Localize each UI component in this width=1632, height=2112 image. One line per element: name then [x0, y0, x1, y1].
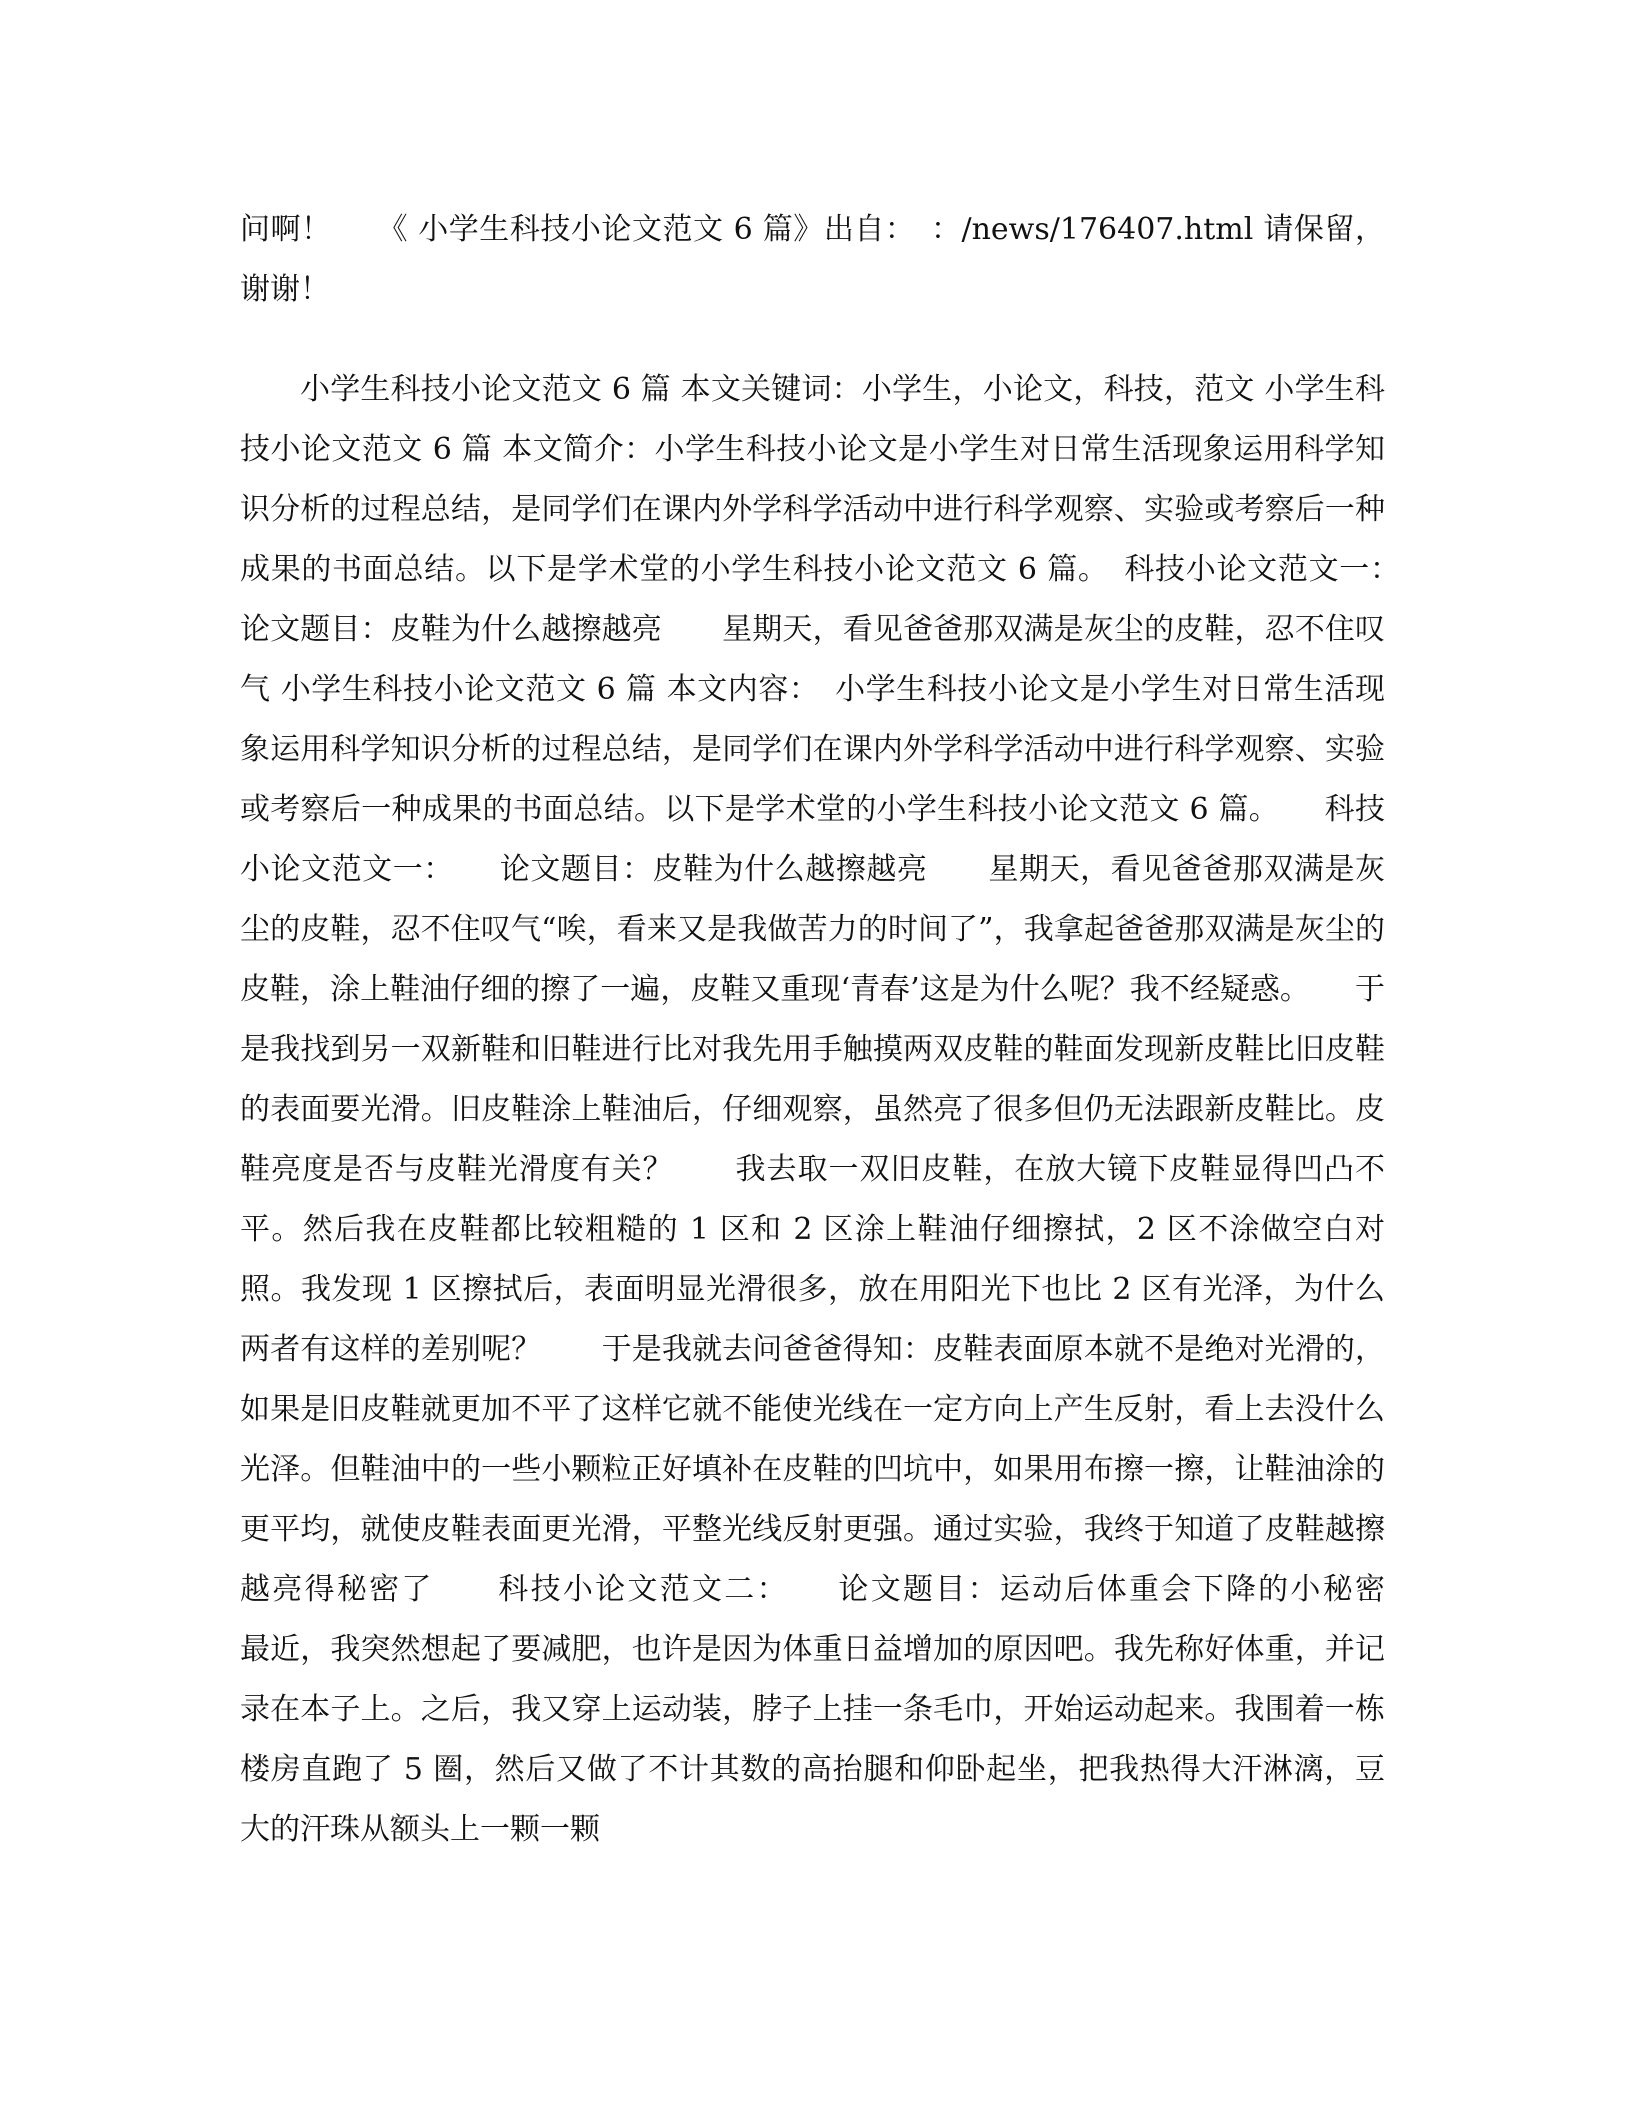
article-body-paragraph: 小学生科技小论文范文 6 篇 本文关键词：小学生，小论文，科技，范文 小学生科技小论文范文 6 篇 本文简介：小学生科技小论文是小学生对日常生活现象运用科学知识分析的过程总结，是同学们在课内外学科学活动中进行科学观察、实验或考察后一种成果的书面总结。以下是学术堂的小学生科技小论文范文 6 篇。 科技小论文范文一： 论文题目：皮鞋为什么越擦越亮 星期天，看见爸爸那双满是灰尘的皮鞋，忍不住叹气 小学生科技小论文范文 6 篇 本文内容： 小学生科技小论文是小学生对日常生活现象运用科学知识分析的过程总结，是同学们在课内外学科学活动中进行科学观察、实验或考察后一种成果的书面总结。以下是学术堂的小学生科技小论文范文 6 篇。 科技小论文范文一： 论文题目：皮鞋为什么越擦越亮 星期天，看见爸爸那双满是灰尘的皮鞋，忍不住叹气“唉，看来又是我做苦力的时间了”，我拿起爸爸那双满是灰尘的皮鞋，涂上鞋油仔细的擦了一遍，皮鞋又重现‘青春’这是为什么呢？我不经疑惑。 于是我找到另一双新鞋和旧鞋进行比对我先用手触摸两双皮鞋的鞋面发现新皮鞋比旧皮鞋的表面要光滑。旧皮鞋涂上鞋油后，仔细观察，虽然亮了很多但仍无法跟新皮鞋比。皮鞋亮度是否与皮鞋光滑度有关？ 我去取一双旧皮鞋，在放大镜下皮鞋显得凹凸不平。然后我在皮鞋都比较粗糙的 1 区和 2 区涂上鞋油仔细擦拭，2 区不涂做空白对照。我发现 1 区擦拭后，表面明显光滑很多，放在用阳光下也比 2 区有光泽，为什么两者有这样的差别呢？ 于是我就去问爸爸得知：皮鞋表面原本就不是绝对光滑的，如果是旧皮鞋就更加不平了这样它就不能使光线在一定方向上产生反射，看上去没什么光泽。但鞋油中的一些小颗粒正好填补在皮鞋的凹坑中，如果用布擦一擦，让鞋油涂的更平均，就使皮鞋表面更光滑，平整光线反射更强。通过实验，我终于知道了皮鞋越擦越亮得秘密了 科技小论文范文二： 论文题目：运动后体重会下降的小秘密 最近，我突然想起了要减肥，也许是因为体重日益增加的原因吧。我先称好体重，并记录在本子上。之后，我又穿上运动装，脖子上挂一条毛巾，开始运动起来。我围着一栋楼房直跑了 5 圈，然后又做了不计其数的高抬腿和仰卧起坐，把我热得大汗淋漓，豆大的汗珠从额头上一颗一颗	[240, 372, 1445, 1847]
source-note-paragraph: 问啊！ 《 小学生科技小论文范文 6 篇》出自： ：/news/176407.html 请保留，谢谢！	[240, 212, 1385, 307]
